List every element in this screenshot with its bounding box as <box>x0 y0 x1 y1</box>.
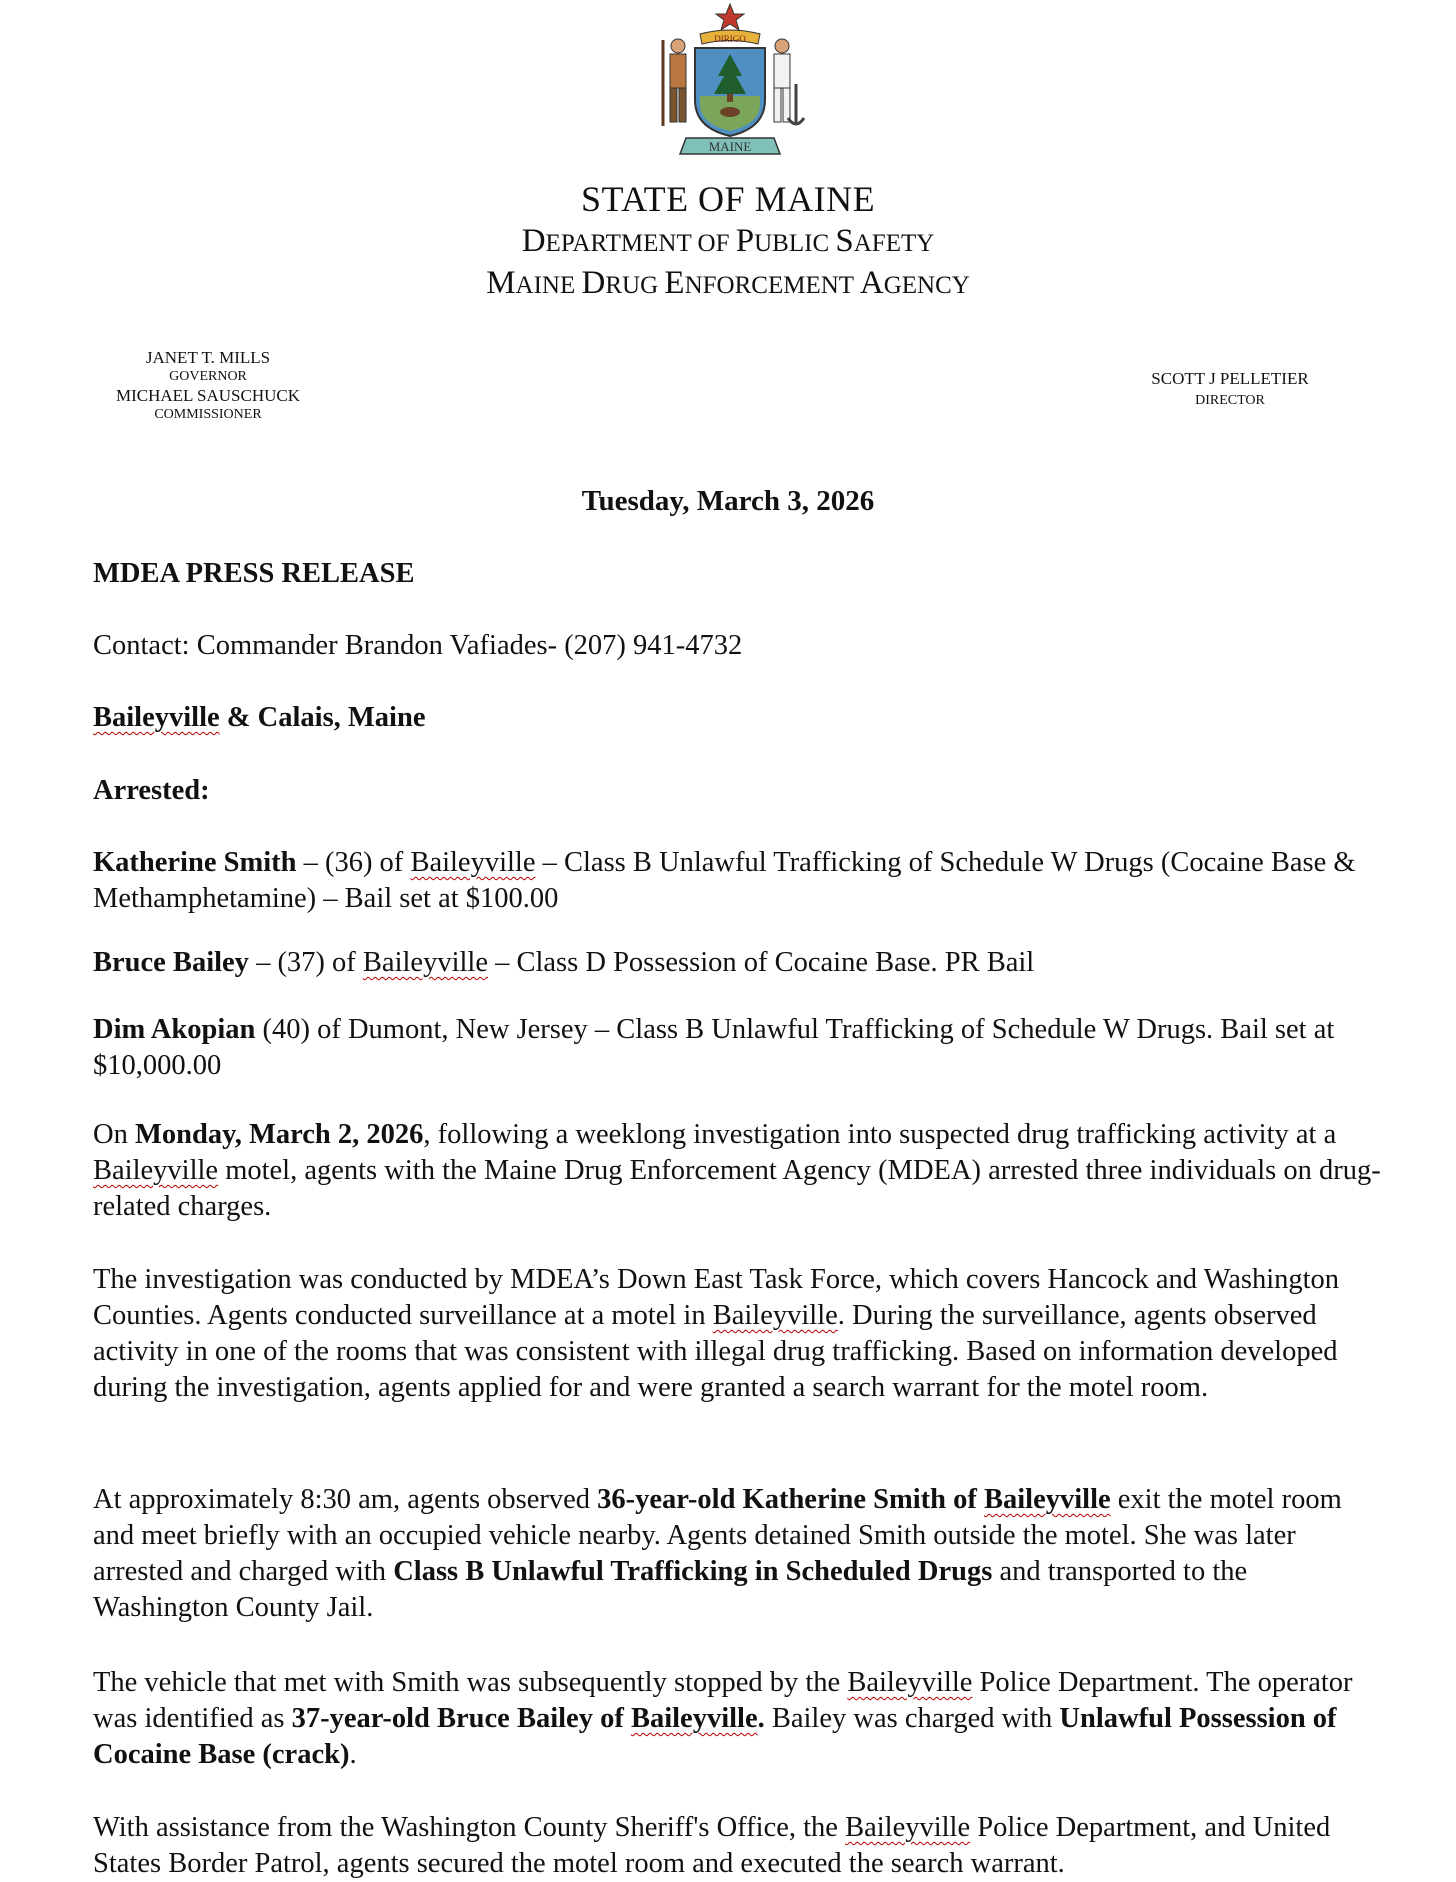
state-title: STATE OF MAINE <box>580 179 876 219</box>
officials-left <box>88 348 328 424</box>
body-paragraph: The vehicle that met with Smith was subsequently stopped by the Baileyville Police Department. The operator was identified as 37-year-old Bruce Bailey of Baileyville. Bailey was charged with Unlawful Possession of Cocaine Base (crack). <box>93 1667 1353 1770</box>
governor-title: GOVERNOR <box>169 369 247 384</box>
contact-line: Contact: Commander Brandon Vafiades- (207) 941-4732 <box>93 630 743 661</box>
seal-ribbon-text: MAINE <box>708 139 752 154</box>
body-paragraph: The investigation was conducted by MDEA’s Down East Task Force, which covers Hancock and Washington Counties. Agents conducted surveillance at a motel in Baileyville. During the surveillance, agents observed activity in one of the rooms that was consistent with illegal drug trafficking. Based on information developed during the investigation, agents applied for and were granted a search warrant for the motel room. <box>93 1264 1340 1403</box>
location-line: Baileyville & Calais, Maine <box>93 702 426 733</box>
arrest-entry: Katherine Smith – (36) of Baileyville – Class B Unlawful Trafficking of Schedule W Drugs (Cocaine Base & Methamphetamine) – Bail set at $100.00 <box>93 847 1356 914</box>
press-release-heading: MDEA PRESS RELEASE <box>93 558 415 589</box>
arrest-entry: Dim Akopian (40) of Dumont, New Jersey – Class B Unlawful Trafficking of Schedule W Drugs. Bail set at $10,000.00 <box>93 1014 1335 1081</box>
commissioner-title: COMMISSIONER <box>154 407 262 422</box>
state-of-maine-seal <box>630 0 830 172</box>
body-paragraph: With assistance from the Washington County Sheriff's Office, the Baileyville Police Department, and United States Border Patrol, agents secured the motel room and executed the search warrant. <box>93 1812 1331 1879</box>
commissioner-name: MICHAEL SAUSCHUCK <box>115 386 301 405</box>
body-paragraph: On Monday, March 2, 2026, following a weeklong investigation into suspected drug trafficking activity at a Baileyville motel, agents with the Maine Drug Enforcement Agency (MDEA) arrested three individuals on drug-related charges. <box>93 1119 1381 1222</box>
agency-title: MAINE DRUG ENFORCEMENT AGENCY <box>486 265 970 301</box>
department-title: DEPARTMENT OF PUBLIC SAFETY <box>521 223 935 259</box>
arrested-label: Arrested: <box>93 775 210 806</box>
director-title: DIRECTOR <box>1195 393 1265 408</box>
arrest-entry: Bruce Bailey – (37) of Baileyville – Class D Possession of Cocaine Base. PR Bail <box>93 947 1035 978</box>
officials-right <box>1130 368 1330 412</box>
seal-banner-text: DIRIGO <box>714 34 746 44</box>
governor-name: JANET T. MILLS <box>145 348 271 367</box>
release-date: Tuesday, March 3, 2026 <box>581 485 875 517</box>
director-name: SCOTT J PELLETIER <box>1151 369 1309 388</box>
body-paragraph: At approximately 8:30 am, agents observed 36-year-old Katherine Smith of Baileyville exit the motel room and meet briefly with an occupied vehicle nearby. Agents detained Smith outside the motel. She was later arrested and charged with Class B Unlawful Trafficking in Scheduled Drugs and transported to the Washington County Jail. <box>93 1484 1342 1623</box>
